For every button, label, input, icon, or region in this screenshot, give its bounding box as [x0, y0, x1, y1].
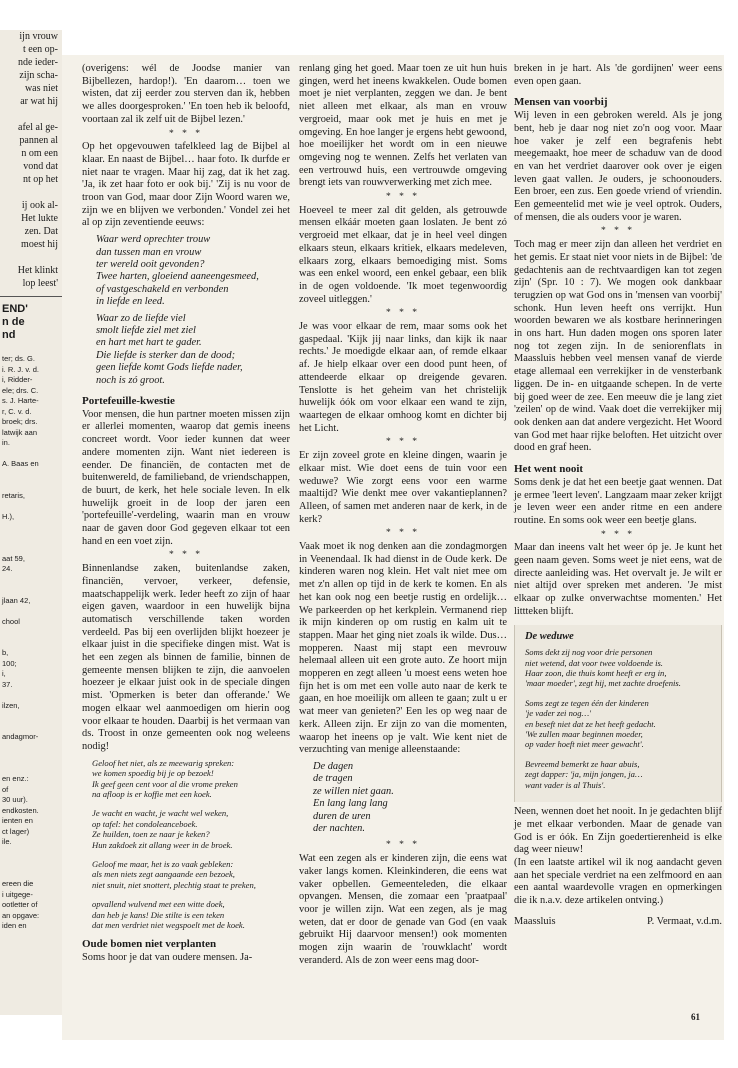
- paragraph: Soms denk je dat het een beetje gaat wennen. Dat je ermee 'leert leven'. Langzaam maar zeker krijgt je leven weer een ander ritme en een andere routine. En soms ook weer een beetje glans.: [514, 476, 722, 526]
- fragment-line: ter; ds. G.: [2, 354, 35, 363]
- paragraph: Wat een zegen als er kinderen zijn, die eens wat vaker langs komen. Kleinkinderen, die eens wat vaker opbellen. Gemeenteleden, die elkaar opvangen. Mensen, die zomaar een 'praatpaal' voor je willen zijn. Wat een zegen, als je mag weten, dat er door de genade van God (en vaak gebruikt Hij daarvoor mensen!) ook momenten mogen zijn waarin de 'rouwklacht' wordt veranderd. Als de zon weer eens mag door-: [299, 853, 507, 966]
- fragment-line: ienten en: [2, 816, 33, 825]
- fragment-line: [2, 764, 62, 775]
- poem-line: Waar zo de liefde viel: [96, 312, 186, 324]
- previous-page-text: [0, 30, 62, 290]
- paragraph: Neen, wennen doet het nooit. In je gedachten blijf je met elkaar verbonden. Maar de genade van God is er óók. En Zijn goedertierenheid is elke dag weer nieuw!: [514, 806, 722, 856]
- fragment-line: afel al ge-: [18, 122, 58, 133]
- fragment-line: en enz.:: [2, 774, 29, 783]
- poem-line: zegt dapper: 'ja, mijn jongen, ja…: [525, 769, 643, 780]
- section-heading-portefeuille: Portefeuille-kwestie: [82, 395, 175, 408]
- poem-line: niet snuit, niet snottert, plechtig staat te preken,: [92, 879, 256, 890]
- paragraph: Voor mensen, die hun partner moeten missen zijn er allerlei momenten, waarop dat gemis ineens concreet wordt. Voor ieder kunnen dat weer andere momenten zijn. Want niet iedereen is eender. De financiën, de contacten met de buitenwereld, de familieband, de vriendschappen, de buurt, de kerk, het hele sociale leven. In elk huwelijk groeit in de loop der jaren een 'portefeuille'-verdeling, waarin man en vrouw naar de gaven door God gegeven elkaar tot een hand en een voet zijn.: [82, 408, 290, 547]
- fragment-line: [2, 480, 62, 491]
- fragment-line: 24.: [2, 564, 13, 573]
- poem-line: niet wetend, dat voor twee voldoende is.: [525, 657, 663, 668]
- column-1: [82, 63, 290, 965]
- poem-line: noch is zó groot.: [96, 374, 165, 386]
- poem-line: en beseft niet dat ze het heeft gedacht.: [525, 718, 656, 729]
- section-stars: * * *: [386, 840, 420, 851]
- poem-box-title: De weduwe: [525, 630, 574, 642]
- poem-line: opvallend wulvend met een witte doek,: [92, 899, 225, 910]
- troost-poem: [92, 758, 290, 931]
- fragment-line: n de: [2, 316, 25, 328]
- fragment-line: [2, 533, 62, 544]
- fragment-line: [2, 606, 62, 617]
- paragraph: Wij leven in een gebroken wereld. Als je jong bent, heb je daar nog niet zo'n oog voor. Maar hoe vaker je zelf een begrafenis hebt meegemaakt, hoe meer de schaduw van de dood en van het verdriet daarover ook over je eigen leven gaat vallen. Je ouders, je schoonouders. Een broer, een zus. Een goede vriend of vriendin. Een gemeentelid met wie je veel optrok. Ouders, of mensen, die als ouders voor je waren.: [514, 110, 722, 223]
- section-stars: * * *: [386, 528, 420, 539]
- poem-line: in liefde en leed.: [96, 296, 165, 308]
- poem-box-text: [525, 647, 715, 790]
- fragment-line: aat 59,: [2, 553, 25, 563]
- fragment-line: an opgave:: [2, 910, 40, 920]
- poem-line: ze willen niet gaan.: [313, 785, 394, 797]
- poem-line: der nachten.: [313, 823, 365, 834]
- fragment-line: [2, 543, 62, 554]
- fragment-line: [2, 638, 62, 649]
- fragment-line: [2, 575, 62, 586]
- poem-line: en hart met hart te gader.: [96, 337, 202, 349]
- fragment-line: Het klinkt: [17, 265, 58, 276]
- fragment-line: ile.: [2, 837, 12, 846]
- paragraph: (overigens: wél de Joodse manier van Bijbellezen, hardop!). 'En daarom… toen we wisten, dat zij eerder zou sterven dan ik, hebben we alles doorgesproken.' 'En toen heb ik beloofd, voortaan zal ik zelf uit de Bijbel lezen.': [82, 63, 290, 125]
- fragment-line: lop leest': [22, 278, 58, 289]
- poem-line: we komen spoedig bij je op bezoek!: [92, 768, 214, 779]
- fragment-line: nd: [2, 329, 16, 341]
- fragment-line: broek; drs.: [2, 417, 38, 426]
- fragment-line: ele; drs. C.: [2, 385, 39, 395]
- section-stars: * * *: [386, 437, 420, 448]
- poem-line: ter wereld ooit gevonden?: [96, 258, 205, 270]
- fragment-line: [2, 711, 62, 722]
- fragment-line: chool: [2, 616, 20, 626]
- section-stars: * * *: [169, 128, 203, 139]
- poem-line: Soms dekt zij nog voor drie personen: [525, 647, 653, 658]
- fragment-line: [2, 869, 62, 880]
- fragment-line: [2, 449, 62, 460]
- paragraph: renlang ging het goed. Maar toen ze uit hun huis gingen, werd het ineens kwakkelen. Oude bomen moet je niet verplanten, zeggen we dan. Je bent niet alleen met elkaar, als man en vrouw vergroeid, maar ook met je huis en met je omgeving. En hoe langer je ergens hebt gewoond, hoe moeilijker het wordt om in een nieuwe omgeving nog te wennen. Zelfs het verlaten van een vertrouwd huis, een vertrouwde omgeving brengt iets van rouwverwerking met zich mee.: [299, 63, 507, 189]
- fragment-line: nde ieder-: [17, 57, 58, 68]
- vondel-poem-stanza-1: [96, 234, 290, 308]
- signature: [514, 916, 722, 929]
- fragment-line: endkosten.: [2, 805, 39, 815]
- fragment-line: zijn scha-: [19, 70, 58, 81]
- fragment-line: A. Baas en: [2, 459, 39, 468]
- previous-page-fragment: [0, 30, 62, 1015]
- poem-line: De dagen: [313, 760, 354, 772]
- poem-line: na afloop is er koffie met een koek.: [92, 788, 212, 799]
- poem-line: Je wacht en wacht, je wacht wel weken,: [92, 808, 229, 819]
- fragment-line: zen. Dat: [24, 226, 58, 237]
- paragraph: Maar dan ineens valt het weer óp je. Je kunt het geen naam geven. Soms weet je niet eens, wat de directe aanleiding was. Het overvalt je. Je wilt er niet altijd over spreken met anderen. 'Je mist elkaar op zulke onverwachtse momenten.' Het littteken blijft.: [514, 542, 722, 617]
- section-stars: * * *: [601, 529, 635, 540]
- fragment-line: [2, 848, 62, 859]
- poem-line: Ik geef geen cent voor al die vrome preken: [92, 778, 238, 789]
- paragraph: Op het opgevouwen tafelkleed lag de Bijbel al klaar. En naast de Bijbel… haar foto. Ik durfde er niet naar te vragen. Maar hij zag, dat ik het zag. 'Ja, ik zet haar foto er ook bij.' 'Zij is nu voor de troon van God, maar door Zijn Woord waren we, zijn we en blijven we verbonden.' Vondel zei het al op zijn zeventiende eeuws:: [82, 141, 290, 229]
- fragment-line: [2, 722, 62, 733]
- fragment-line: i,: [2, 669, 6, 678]
- poem-line: Geloof me maar, het is zo vaak gebleken:: [92, 858, 234, 869]
- fragment-line: iden en: [2, 921, 27, 930]
- fragment-line: ilzen,: [2, 700, 20, 710]
- poem-line: smolt liefde ziel met ziel: [96, 324, 196, 336]
- paragraph: Binnenlandse zaken, buitenlandse zaken, financiën, vervoer, verkeer, defensie, maatschappelijk werk. Ieder heeft zo zijn of haar eigen gaven, waardoor in een huwelijk bijna automatisch verschillende taken worden verdeeld. Pas bij een overlijden blijkt hoezeer je elkaar juist in die specifieke dingen mist. Wat is het een zegen als binnen de familie, binnen de gemeente mensen blijken te zijn, die aanvoelen hoezeer je elkaar juist ook in de speciale dingen mist. 'Opmerken is beter dan offerande.' We mogen elkaar wel aanmoedigen om hierin oog voor elkaar te houden. Daarbij is het vermaan van ds. Troost in onze gemeenten ook nog weleens nodig!: [82, 563, 290, 752]
- paragraph: Soms hoor je dat van oudere mensen. Ja-: [82, 952, 253, 964]
- fragment-line: retaris,: [2, 490, 25, 500]
- fragment-line: [2, 690, 62, 701]
- poem-line: Ze huilden, toen ze naar je keken?: [92, 829, 210, 840]
- poem-box-de-weduwe: [514, 625, 722, 803]
- fragment-line: was niet: [24, 83, 58, 94]
- signature-author: P. Vermaat, v.d.m.: [646, 915, 722, 927]
- fragment-line: of: [2, 784, 9, 794]
- fragment-line: r, C. v. d.: [2, 406, 32, 416]
- page-number: 61: [691, 1012, 700, 1022]
- section-stars: * * *: [386, 192, 420, 203]
- divider: [0, 296, 62, 297]
- fragment-line: [2, 858, 62, 869]
- poem-line: 'je vader zei nog…': [525, 708, 591, 719]
- alleenstaande-poem: [313, 761, 507, 835]
- fragment-line: [2, 627, 62, 638]
- vondel-poem-stanza-2: [96, 313, 290, 387]
- fragment-line: i, Ridder-: [2, 375, 33, 384]
- fragment-line: moest hij: [21, 239, 58, 250]
- poem-line: op vader hoeft niet meer gewacht'.: [525, 739, 644, 750]
- poem-line: dat men verdriet niet wegspoelt met de koek.: [92, 919, 245, 930]
- paragraph: breken in je hart. Als 'de gordijnen' weer eens even open gaan.: [514, 63, 722, 87]
- sidebar-heading: [0, 303, 62, 342]
- fragment-line: END': [2, 303, 28, 315]
- fragment-line: ootletter of: [2, 900, 38, 909]
- fragment-line: ij ook al-: [21, 200, 58, 211]
- fragment-line: 30 uur).: [2, 795, 28, 804]
- fragment-line: andagmor-: [2, 732, 39, 741]
- fragment-line: i. R. J. v. d.: [2, 364, 39, 374]
- poem-line: Bevreemd bemerkt ze haar abuis,: [525, 758, 640, 769]
- fragment-line: [0, 186, 62, 199]
- fragment-line: latwijk aan: [2, 427, 38, 437]
- section-heading-oude-bomen: Oude bomen niet verplanten: [82, 938, 217, 951]
- fragment-line: vond dat: [23, 161, 58, 172]
- poem-line: Soms zegt ze tegen één der kinderen: [525, 697, 649, 708]
- fragment-line: 100;: [2, 658, 17, 668]
- section-heading-mensen-van-voorbij: Mensen van voorbij: [514, 96, 608, 109]
- fragment-line: [0, 251, 62, 264]
- stanza-gap: [525, 689, 715, 698]
- sidebar-credits: [0, 354, 62, 932]
- column-2: [299, 63, 507, 967]
- fragment-line: b,: [2, 648, 9, 657]
- paragraph: Hoeveel te meer zal dit gelden, als getrouwde mensen elkáár moeten gaan loslaten. Je bent zó vergroeid met elkaar, dat je in heel veel dingen elkaars steun, elkaars kritiek, elkaars medeleven, elkaars zorg, elkaars bemoediging mist. Soms was een enkel woord, een enkel gebaar, een blik in de ogen voldoende. 'Ik moet tegenwoordig zoveel uitleggen.': [299, 204, 507, 305]
- fragment-line: [2, 470, 62, 481]
- fragment-line: in.: [2, 438, 10, 447]
- signature-place: Maassluis: [514, 915, 556, 927]
- fragment-line: i uitgege-: [2, 889, 33, 899]
- poem-line: Haar zoon, die thuis komt heeft er erg in,: [525, 668, 667, 679]
- poem-line: En lang lang lang: [313, 798, 388, 810]
- poem-line: geen liefde komt Gods liefde nader,: [96, 362, 243, 374]
- fragment-line: pannen al: [19, 135, 58, 146]
- fragment-line: ijn vrouw: [19, 31, 58, 42]
- fragment-line: n om een: [21, 148, 58, 159]
- fragment-line: [0, 108, 62, 121]
- fragment-line: H.),: [2, 511, 15, 521]
- column-3: [514, 63, 722, 928]
- section-heading-het-went-nooit: Het went nooit: [514, 463, 584, 476]
- poem-line: 'We zullen maar beginnen moeder,: [525, 729, 643, 740]
- fragment-line: t een op-: [23, 44, 58, 55]
- poem-line: Geloof het niet, als ze meewarig spreken:: [92, 757, 235, 768]
- poem-line: de tragen: [313, 773, 353, 785]
- fragment-line: [2, 585, 62, 596]
- fragment-line: s. J. Harte-: [2, 396, 39, 405]
- stanza-gap: [525, 750, 715, 759]
- poem-line: op tafel: het condoleanceboek.: [92, 818, 198, 829]
- fragment-line: ereen die: [2, 879, 34, 888]
- paragraph: (In een laatste artikel wil ik nog aandacht geven aan het speciale verdriet na een zelfmoord en aan een aantal waardevolle vragen en opmerkingen die ik n.a.v. deze artikelen ontving.): [514, 856, 722, 907]
- poem-line: als men niets zegt aangaande een bezoek,: [92, 869, 235, 880]
- fragment-line: [2, 753, 62, 764]
- fragment-line: [2, 743, 62, 754]
- fragment-line: nt op het: [23, 174, 58, 185]
- section-stars: * * *: [169, 550, 203, 561]
- poem-line: dan heb je kans! Die stilte is een teken: [92, 909, 225, 920]
- stanza-gap: [92, 799, 290, 808]
- paragraph: Toch mag er meer zijn dan alleen het verdriet en het gemis. Er staat niet voor niets in de Bijbel: 'de gedachtenis aan de rechtvaardigen kan tot zegen zijn' (Spr. 10 : 7). We mogen ook dankbaar terugzien op wat God ons in 'mensen van voorbij' schonk. Hun leven heeft ons verrijkt. Hun woorden bewaren we als kostbare herinneringen in ons hart. Hun daden mogen ons sporen later nog tot zegen zijn. In de seniorenflats in Maassluis hebben veel mensen vanaf de vierde etage allemaal een verrekijker in de vensterbank liggen. De in- en uitgaande schepen. In de verte bij goed weer de zee. Een meeuw die je lang ziet 'zeilen' op de wind. Vaak doet die verrekijker mij ook denken aan dat andere vergezicht. Het Woord van God met haar rijke beloften. Het uitzicht over dood en graf heen.: [514, 239, 722, 454]
- magazine-page: [62, 55, 724, 1040]
- paragraph: Je was voor elkaar de rem, maar soms ook het gaspedaal. 'Kijk jij naar links, dan kijk ik naar rechts.' Je moedigde elkaar aan, of remde elkaar af. Je hielp elkaar over een dood punt heen, of attendeerde elkaar op dreigende gevaren. Tenslotte is het geheim van het christelijk huwelijk óók om voor elkaar een wand te zijn, waartegen de elkaar omhoog komt en dichter bij het Licht.: [299, 321, 507, 434]
- poem-line: of vastgeschakeld en verbonden: [96, 283, 229, 295]
- fragment-line: [2, 522, 62, 533]
- poem-line: Die liefde is sterker dan de dood;: [96, 349, 236, 361]
- fragment-line: Het lukte: [21, 213, 58, 224]
- poem-line: dan tussen man en vrouw: [96, 246, 202, 258]
- poem-line: duren de uren: [313, 810, 371, 822]
- poem-line: 'maar moeder', zegt hij, met zachte droefenis.: [525, 678, 681, 689]
- paragraph: Er zijn zoveel grote en kleine dingen, waarin je elkaar mist. Wie doet eens de tuin voor een weduwe? Wie zorgt eens voor een warme maaltijd? Wie denkt mee over vakantieplannen? Alleen, of samen met anderen naar de kerk, in de kerk?: [299, 450, 507, 525]
- stanza-gap: [92, 890, 290, 899]
- poem-line: want vader is al Thuis'.: [525, 779, 606, 790]
- stanza-gap: [92, 850, 290, 859]
- poem-line: Waar werd oprechter trouw: [96, 234, 211, 246]
- poem-line: Hun zakdoek zit allang weer in de broek.: [92, 839, 233, 850]
- fragment-line: 37.: [2, 679, 13, 689]
- fragment-line: ct lager): [2, 826, 30, 836]
- section-stars: * * *: [601, 226, 635, 237]
- fragment-line: ar wat hij: [20, 96, 58, 107]
- fragment-line: [2, 501, 62, 512]
- poem-line: Twee harten, gloeiend aaneengesmeed,: [96, 271, 259, 283]
- section-stars: * * *: [386, 308, 420, 319]
- paragraph: Vaak moet ik nog denken aan die zondagmorgen in Veenendaal. Ik had dienst in de Oude kerk. De kinderen waren nog klein. Het valt niet mee om met z'n allen op tijd in de kerk te komen. En als het kan ook nog een beetje rustig en ordelijk… We parkeerden op het kerkplein. Vermanend riep ik mijn kinderen op om rustig en kalm uit te stappen. Maar het ging niet zoals ik wilde. Dus… mopperen. Naast mij stapt een mevrouw helemaal alleen uit een grote auto. Ze hoort mijn mopperen en zegt alleen 'u moest eens weten hoe fijn het is om met een volle auto naar de kerk te gaan, en hoe moeilijk om alleen te gaan; zult u er wat meer van genieten?' Een les op weg naar de kerk. Alleen zijn. Er zijn zo van die momenten, waarop het ineens op je valt. Wie kent niet de verzuchting van menige alleenstaande:: [299, 541, 507, 756]
- fragment-line: jlaan 42,: [2, 595, 31, 605]
